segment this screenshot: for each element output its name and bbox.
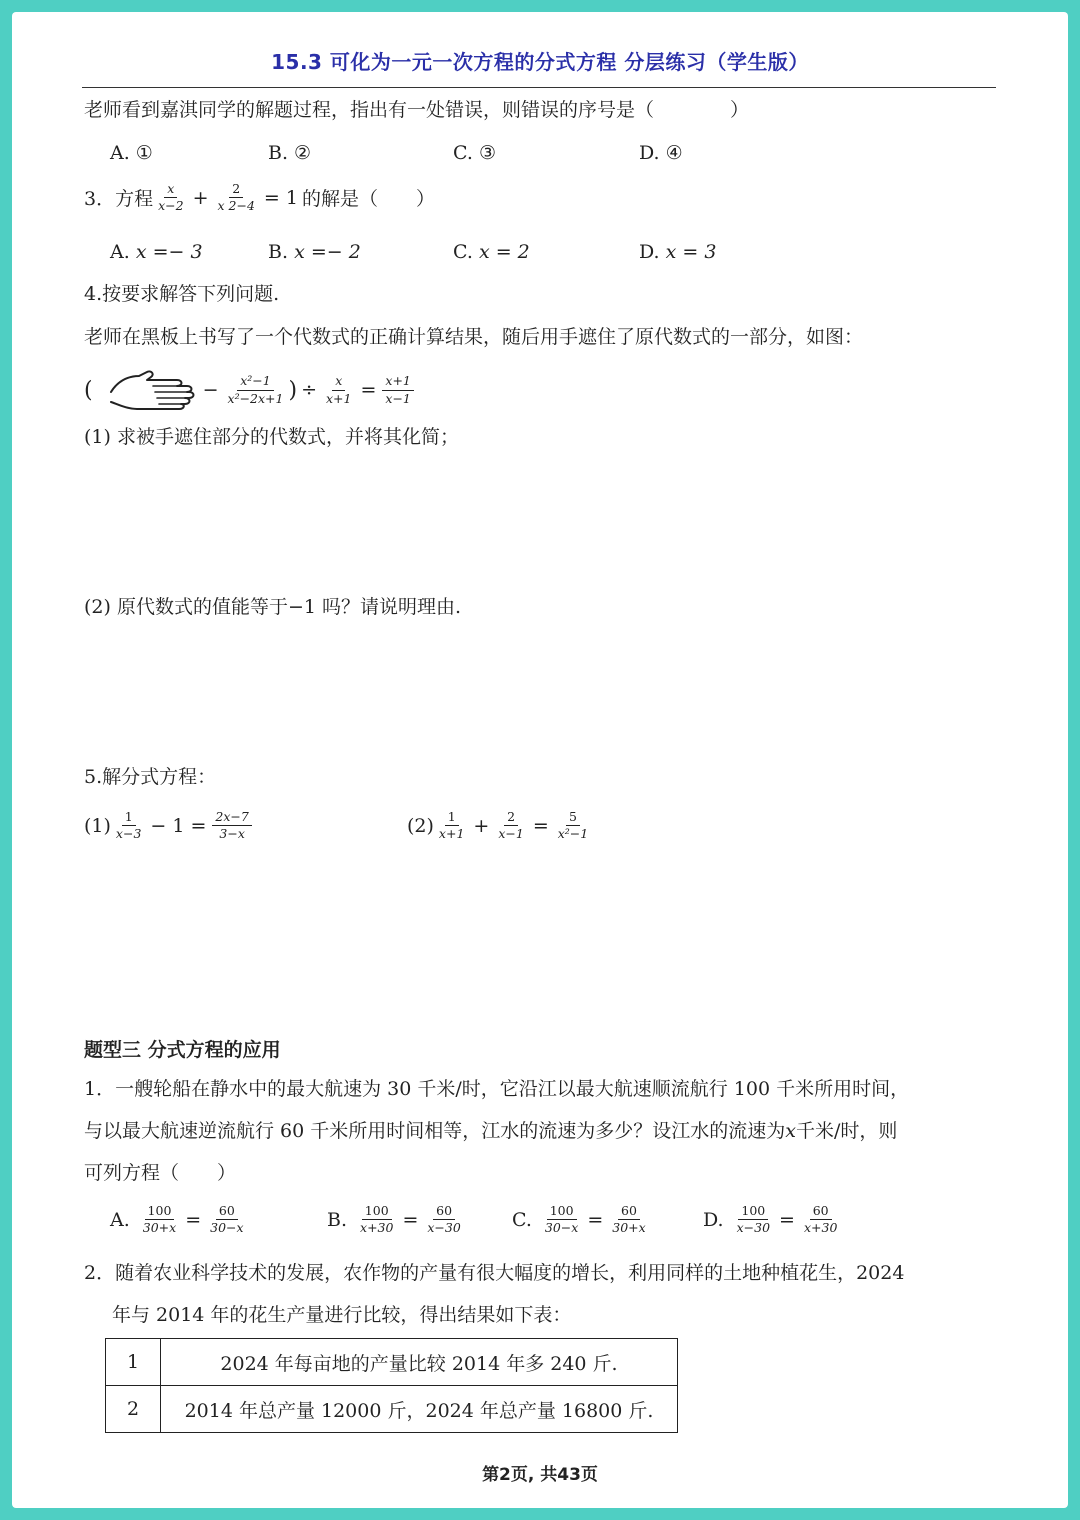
q5-p1-f1-den: x−3 bbox=[115, 826, 142, 842]
q4-part-2: (2) 原代数式的值能等于−1 吗？请说明理由. bbox=[84, 596, 462, 618]
q3-fraction-2 bbox=[215, 182, 258, 214]
q4-part-1: (1) 求被手遮住部分的代数式，并将其化简； bbox=[84, 426, 459, 448]
q3-f2-num: 2 bbox=[229, 182, 243, 198]
q4-fraction-1 bbox=[225, 374, 287, 406]
q3-plus: + bbox=[192, 186, 209, 209]
q5-p2-equals: = bbox=[532, 814, 549, 837]
q5-p2-f1-den: x+1 bbox=[438, 826, 465, 842]
q4-f2-num: x bbox=[332, 374, 345, 390]
q5-p2-fraction-3 bbox=[555, 810, 592, 842]
q5-p2-fraction-1 bbox=[436, 810, 467, 842]
q4-fraction-3 bbox=[382, 374, 413, 406]
q4-title: 4.按要求解答下列问题. bbox=[84, 283, 280, 305]
q5-title: 5.解分式方程： bbox=[84, 766, 217, 788]
header-divider bbox=[82, 87, 996, 88]
page-header-title: 15.3 可化为一元一次方程的分式方程 分层练习（学生版） bbox=[271, 50, 809, 74]
q5-p1-f2-den: 3−x bbox=[219, 826, 245, 842]
q3-prefix: 3．方程 bbox=[84, 188, 154, 211]
q4-f3-num: x+1 bbox=[382, 374, 413, 390]
s3-q1-option-a: A. $\frac{100}{30+x}$ = $\frac{60}{30-x}$ bbox=[110, 1204, 249, 1236]
q5-p1-mid: − 1 = bbox=[150, 814, 207, 837]
s3-q1-c-frac-2: $\frac{60}{30+x}$ bbox=[612, 1203, 646, 1236]
s3-q2-line-1: 2．随着农业科学技术的发展，农作物的产量有很大幅度的增长，利用同样的土地种植花生，2024 bbox=[84, 1262, 905, 1284]
table-cell-index: 2 bbox=[106, 1386, 161, 1433]
q5-p1-f1-num: 1 bbox=[122, 810, 136, 826]
s3-q1-d-frac-2: $\frac{60}{x+30}$ bbox=[803, 1203, 838, 1236]
q3-option-d: D. x = 3 bbox=[639, 241, 717, 263]
q3-suffix: 的解是（ ） bbox=[301, 188, 435, 211]
s3-q1-option-b: B. $\frac{100}{x+30}$ = $\frac{60}{x-30}$ bbox=[327, 1204, 466, 1236]
s3-q2-line-2: 年与 2014 年的花生产量进行比较，得出结果如下表： bbox=[112, 1304, 572, 1326]
q3-f1-den: x−2 bbox=[158, 198, 184, 214]
q2-option-d: D. ④ bbox=[639, 142, 683, 164]
q5-p1-label: (1) bbox=[84, 814, 111, 837]
s3-q1-option-d: D. $\frac{100}{x-30}$ = $\frac{60}{x+30}$ bbox=[703, 1204, 842, 1236]
q4-f3-den: x−1 bbox=[385, 390, 411, 406]
q5-part-2 bbox=[407, 810, 593, 842]
s3-q1-a-label: A. bbox=[110, 1208, 130, 1231]
document-page bbox=[12, 12, 1068, 1508]
q2-option-a: A. ① bbox=[110, 142, 153, 164]
q5-p2-f2-num: 2 bbox=[504, 810, 518, 826]
q4-close-paren: ) bbox=[288, 377, 298, 403]
section-3-title: 题型三 分式方程的应用 bbox=[84, 1039, 281, 1061]
s3-q1-c-frac-1: $\frac{100}{30-x}$ bbox=[544, 1203, 579, 1236]
q4-f1-den: x²−2x+1 bbox=[227, 390, 284, 406]
q4-intro: 老师在黑板上书写了一个代数式的正确计算结果，随后用手遮住了原代数式的一部分，如图： bbox=[84, 326, 864, 348]
q5-p2-fraction-2 bbox=[495, 810, 526, 842]
q5-p1-f2-num: 2x−7 bbox=[212, 810, 251, 826]
s3-q1-d-frac-1: $\frac{100}{x-30}$ bbox=[736, 1203, 771, 1236]
s3-q1-a-frac-1: $\frac{100}{30+x}$ bbox=[142, 1203, 177, 1236]
s3-q1-b-label: B. bbox=[327, 1208, 348, 1231]
s3-q1-a-frac-2: $\frac{60}{30-x}$ bbox=[210, 1203, 244, 1236]
s3-q1-line-2: 与以最大航速逆流航行 60 千米所用时间相等，江水的流速为多少？设江水的流速为x千米/时，则 bbox=[84, 1120, 898, 1142]
table-cell-text: 2014 年总产量 12000 斤，2024 年总产量 16800 斤. bbox=[161, 1386, 678, 1433]
q2-error-prompt: 老师看到嘉淇同学的解题过程，指出有一处错误，则错误的序号是（ ） bbox=[84, 99, 750, 121]
s3-q1-d-label: D. bbox=[703, 1208, 724, 1231]
q3-option-a: A. x =− 3 bbox=[110, 241, 203, 263]
q5-p2-label: (2) bbox=[407, 814, 434, 837]
s3-q1-line-3: 可列方程（ ） bbox=[84, 1162, 237, 1184]
q4-open-paren: ( bbox=[84, 377, 93, 403]
q3-option-c: C. x = 2 bbox=[453, 241, 530, 263]
page-number-footer: 第2页, 共43页 bbox=[482, 1465, 598, 1485]
q2-option-b: B. ② bbox=[268, 142, 312, 164]
q4-minus: − bbox=[202, 379, 219, 401]
q4-f2-den: x+1 bbox=[326, 390, 352, 406]
q5-p2-f3-den: x²−1 bbox=[557, 826, 589, 842]
q5-p1-fraction-1 bbox=[113, 810, 144, 842]
q3-equals-one: = 1 bbox=[263, 186, 298, 209]
q4-expression bbox=[84, 368, 416, 412]
s3-q1-b-frac-1: $\frac{100}{x+30}$ bbox=[360, 1203, 394, 1236]
q3-f1-num: x bbox=[164, 182, 177, 198]
q5-p2-f3-num: 5 bbox=[566, 810, 580, 826]
yield-comparison-table bbox=[105, 1338, 678, 1433]
s3-q1-c-label: C. bbox=[512, 1208, 532, 1231]
table-cell-text: 2024 年每亩地的产量比较 2014 年多 240 斤. bbox=[161, 1339, 678, 1386]
q4-equals: = bbox=[360, 379, 377, 401]
q4-f1-num: x²−1 bbox=[237, 374, 274, 390]
q5-p2-f1-num: 1 bbox=[445, 810, 459, 826]
q2-option-c: C. ③ bbox=[453, 142, 496, 164]
q3-question bbox=[84, 182, 435, 214]
q5-p2-f2-den: x−1 bbox=[498, 826, 524, 842]
q5-p2-plus: + bbox=[473, 814, 490, 837]
q5-part-1 bbox=[84, 810, 254, 842]
q3-option-b: B. x =− 2 bbox=[268, 241, 361, 263]
table-row bbox=[106, 1339, 678, 1386]
q3-f2-den: x 2−4 bbox=[217, 198, 255, 214]
q4-fraction-2 bbox=[323, 374, 354, 406]
q5-p1-fraction-2 bbox=[212, 810, 251, 842]
s3-q1-line-1: 1．一艘轮船在静水中的最大航速为 30 千米/时，它沿江以最大航速顺流航行 100 千米所用时间， bbox=[84, 1078, 910, 1100]
q4-divide: ÷ bbox=[301, 379, 317, 401]
q3-fraction-1 bbox=[155, 182, 186, 214]
s3-q1-b-frac-2: $\frac{60}{x-30}$ bbox=[427, 1203, 461, 1236]
table-cell-index: 1 bbox=[106, 1339, 161, 1386]
table-row bbox=[106, 1386, 678, 1433]
s3-q1-option-c: C. $\frac{100}{30-x}$ = $\frac{60}{30+x}$ bbox=[512, 1204, 651, 1236]
hand-covering-icon bbox=[107, 368, 199, 412]
